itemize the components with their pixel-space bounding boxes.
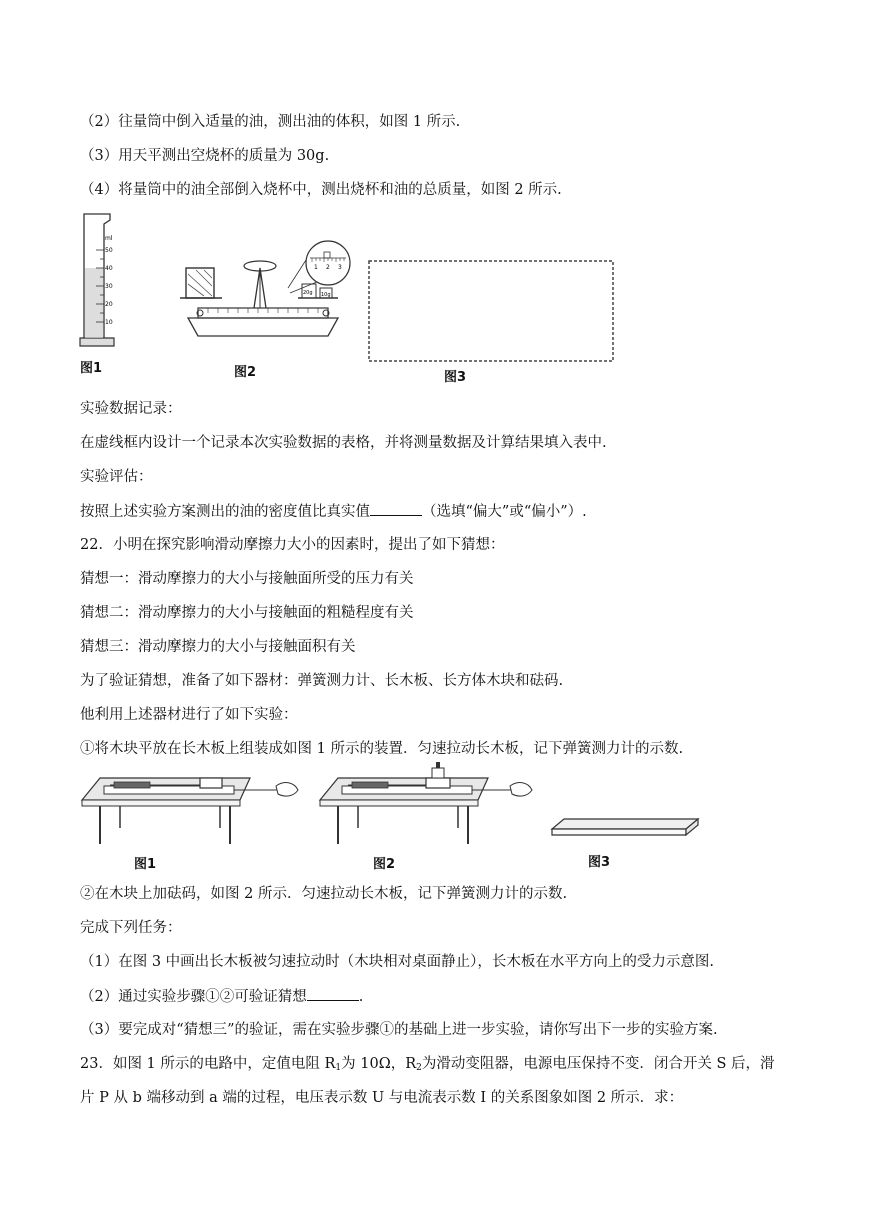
q23-line-1 (80, 1054, 775, 1078)
svg-text:ml: ml (105, 235, 113, 242)
svg-text:10: 10 (105, 319, 113, 326)
friction-setup-figure-2 (318, 742, 548, 852)
record-text: 在虚线框内设计一个记录本次实验数据的表格，并将测量数据及计算结果填入表中. (80, 435, 607, 451)
q23-text-a: 23．如图 1 所示的电路中，定值电阻 R (80, 1056, 336, 1072)
figure-3-caption: 图3 (444, 370, 467, 385)
q22-experiment-intro: 他利用上述器材进行了如下实验： (80, 707, 298, 723)
step-3-text: （3）用天平测出空烧杯的质量为 30g. (80, 148, 330, 164)
graduated-cylinder-figure (70, 210, 160, 360)
svg-text:10g: 10g (321, 292, 331, 298)
eval-question (80, 501, 587, 522)
q22-intro: 22．小明在探究影响滑动摩擦力大小的因素时，提出了如下猜想： (80, 537, 505, 553)
q22-tasks-heading: 完成下列任务： (80, 920, 182, 936)
svg-text:20: 20 (105, 301, 113, 308)
q22-figure-1-caption: 图1 (134, 857, 157, 872)
svg-text:20g: 20g (303, 290, 313, 296)
eval-heading: 实验评估： (80, 469, 153, 485)
q22-step-2: ②在木块上加砝码，如图 2 所示．匀速拉动长木板，记下弹簧测力计的示数. (80, 886, 568, 902)
eval-text-before: 按照上述实验方案测出的油的密度值比真实值 (80, 504, 370, 520)
q22-figure-2-caption: 图2 (373, 857, 396, 872)
figure-2-caption: 图2 (234, 365, 257, 380)
step-2-text: （2）往量筒中倒入适量的油，测出油的体积，如图 1 所示. (80, 114, 461, 130)
svg-text:1: 1 (314, 264, 318, 271)
q22-task-1: （1）在图 3 中画出长木板被匀速拉动时（木块相对桌面静止），长木板在水平方向上的受力示意图. (80, 954, 715, 970)
answer-blank (370, 501, 422, 516)
step-4-text: （4）将量筒中的油全部倒入烧杯中，测出烧杯和油的总质量，如图 2 所示. (80, 182, 562, 198)
balance-figure (178, 238, 358, 348)
q22-step-1: ①将木块平放在长木板上组装成如图 1 所示的装置．匀速拉动长木板，记下弹簧测力计的示数. (80, 741, 684, 757)
svg-text:40: 40 (105, 265, 113, 272)
svg-text:2: 2 (326, 264, 330, 271)
answer-blank (307, 986, 359, 1001)
q22-guess-1: 猜想一：滑动摩擦力的大小与接触面所受的压力有关 (80, 571, 414, 587)
long-board-figure-3 (548, 815, 708, 845)
eval-text-after: （选填“偏大”或“偏小”）. (422, 504, 587, 520)
q23-text-c: 为滑动变阻器，电源电压保持不变．闭合开关 S 后，滑 (421, 1056, 775, 1072)
record-heading: 实验数据记录： (80, 401, 182, 417)
svg-text:30: 30 (105, 283, 113, 290)
task-2-text-after: . (358, 989, 364, 1005)
q23-line-2: 片 P 从 b 端移动到 a 端的过程，电压表示数 U 与电流表示数 I 的关系图象如图 2 所示．求： (80, 1090, 684, 1106)
q22-guess-2: 猜想二：滑动摩擦力的大小与接触面的粗糙程度有关 (80, 605, 414, 621)
r1-subscript: 1 (335, 1063, 342, 1073)
q23-text-b: 为 10Ω，R (341, 1056, 417, 1072)
q22-task-2 (80, 986, 363, 1007)
svg-text:3: 3 (338, 264, 342, 271)
dashed-table-box (368, 260, 614, 362)
task-2-text-before: （2）通过实验步骤①②可验证猜想 (80, 989, 307, 1005)
q22-guess-3: 猜想三：滑动摩擦力的大小与接触面积有关 (80, 639, 356, 655)
svg-text:50: 50 (105, 247, 113, 254)
r2-subscript: 2 (416, 1063, 422, 1073)
q22-materials: 为了验证猜想，准备了如下器材：弹簧测力计、长木板、长方体木块和砝码. (80, 673, 564, 689)
friction-setup-figure-1 (80, 772, 310, 852)
figure-1-caption: 图1 (80, 361, 103, 376)
q22-figure-3-caption: 图3 (588, 855, 611, 870)
q22-task-3: （3）要完成对“猜想三”的验证，需在实验步骤①的基础上进一步实验，请你写出下一步的实验方案. (80, 1022, 718, 1038)
